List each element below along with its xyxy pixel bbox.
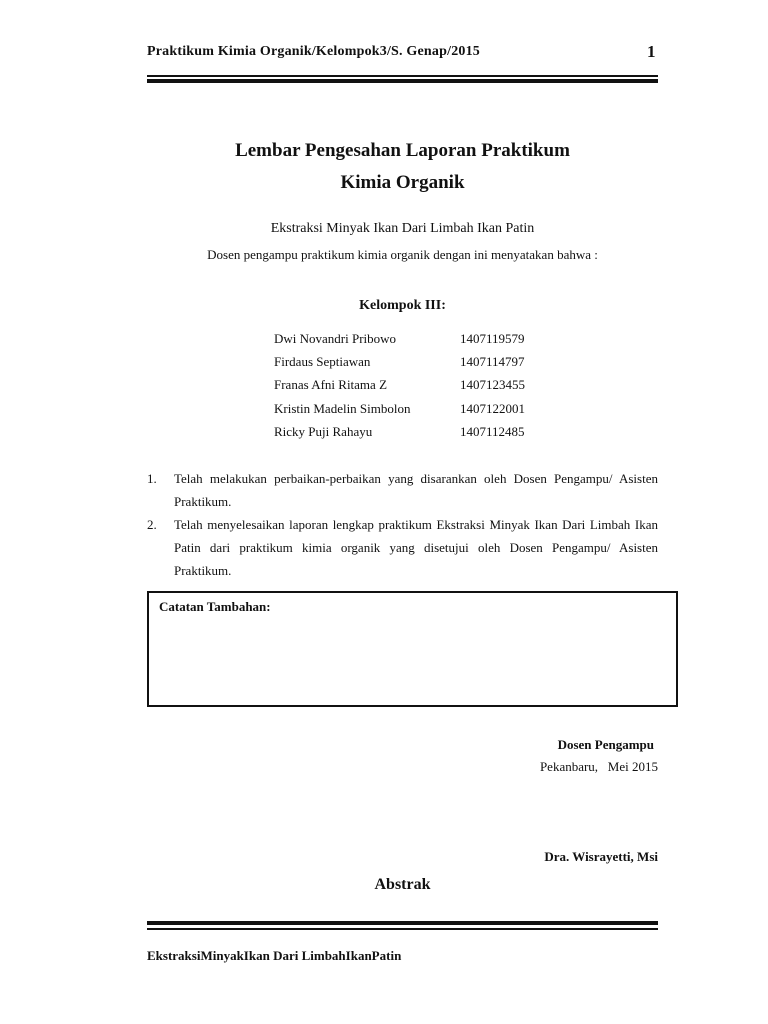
signature-role: Dosen Pengampu xyxy=(557,737,654,752)
page-number: 1 xyxy=(647,42,656,61)
header-rule-thin xyxy=(147,75,658,77)
notes-label: Catatan Tambahan: xyxy=(159,599,271,614)
member-nim: 1407123455 xyxy=(460,377,525,392)
footer-rule-thin xyxy=(147,928,658,930)
header-rule-thick xyxy=(147,79,658,83)
signature-place-date: Pekanbaru, Mei 2015 xyxy=(539,759,658,774)
intro-statement: Dosen pengampu praktikum kimia organik dengan ini menyatakan bahwa : xyxy=(207,247,598,262)
statement-number: 1. xyxy=(147,471,157,486)
footer-rule-thick xyxy=(147,921,658,925)
report-subtitle: Ekstraksi Minyak Ikan Dari Limbah Ikan Patin xyxy=(270,221,535,236)
member-nim: 1407114797 xyxy=(460,354,525,369)
member-name: Kristin Madelin Simbolon xyxy=(274,401,411,416)
statement-number: 2. xyxy=(147,517,157,532)
member-name: Ricky Puji Rahayu xyxy=(274,424,373,439)
running-header: Praktikum Kimia Organik/Kelompok3/S. Genap/2015 xyxy=(147,44,480,59)
statement-item xyxy=(147,513,658,582)
group-label: Kelompok III: xyxy=(359,298,446,313)
member-name: Dwi Novandri Pribowo xyxy=(274,331,397,346)
abstract-heading: Abstrak xyxy=(374,876,431,893)
document-title-line2: Kimia Organik xyxy=(340,172,465,193)
member-name: Firdaus Septiawan xyxy=(274,354,371,369)
notes-box xyxy=(147,591,678,707)
signer-name: Dra. Wisrayetti, Msi xyxy=(544,849,658,864)
statement-text: Telah menyelesaikan laporan lengkap praktikum Ekstraksi Minyak Ikan Dari Limbah Ikan Patin dari praktikum kimia organik yang disetujui oleh Dosen Pengampu/ Asisten Praktikum. xyxy=(174,517,658,578)
member-nim: 1407119579 xyxy=(460,331,525,346)
statement-text: Telah melakukan perbaikan-perbaikan yang disarankan oleh Dosen Pengampu/ Asisten Praktikum. xyxy=(174,471,658,509)
member-nim: 1407122001 xyxy=(460,401,525,416)
running-footer: EkstraksiMinyakIkan Dari LimbahIkanPatin xyxy=(147,948,402,963)
member-name: Franas Afni Ritama Z xyxy=(274,377,388,392)
statement-item xyxy=(147,467,658,513)
member-nim: 1407112485 xyxy=(460,424,525,439)
statement-list xyxy=(147,467,658,582)
document-title: Lembar Pengesahan Laporan Praktikum xyxy=(235,140,570,161)
